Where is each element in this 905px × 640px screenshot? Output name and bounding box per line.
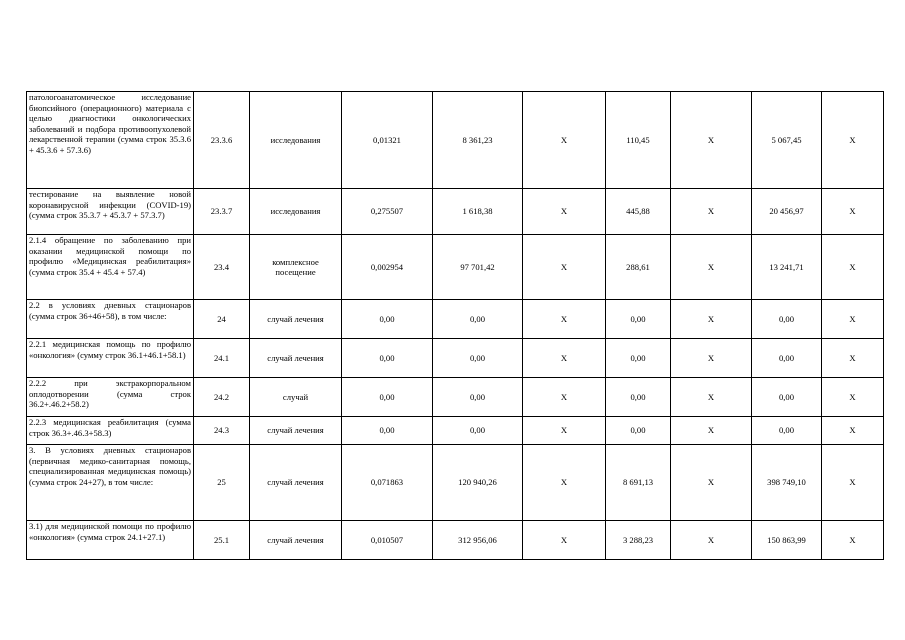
row-description: 2.2.3 медицинская реабилитация (сумма строк 36.3+.46.3+58.3) <box>27 417 194 445</box>
row-col7: 3 288,23 <box>606 521 671 560</box>
row-col7: 445,88 <box>606 189 671 235</box>
table-row <box>27 189 884 235</box>
table-row <box>27 521 884 560</box>
row-norm-value: 0,010507 <box>342 521 433 560</box>
row-col6: Х <box>523 417 606 445</box>
row-description: патологоанатомическое исследование биопсийного (операционного) материала с целью диагностики онкологических заболеваний и подбора противоопухолевой лекарственной терапии (сумма строк 35.3.6 + 45.3.6 + 57.3.6) <box>27 92 194 189</box>
table-row <box>27 339 884 378</box>
table-row <box>27 417 884 445</box>
row-col10: Х <box>822 189 884 235</box>
row-cost-value: 120 940,26 <box>433 445 523 521</box>
row-description: 2.2.1 медицинская помощь по профилю «онкология» (сумму строк 36.1+46.1+58.1) <box>27 339 194 378</box>
row-cost-value: 0,00 <box>433 378 523 417</box>
row-col9: 150 863,99 <box>752 521 822 560</box>
row-description: 3. В условиях дневных стационаров (первичная медико-санитарная помощь, специализированная медицинская помощь) (сумма строк 24+27), в том числе: <box>27 445 194 521</box>
table-row <box>27 235 884 300</box>
row-description: 3.1) для медицинской помощи по профилю «онкология» (сумма строк 24.1+27.1) <box>27 521 194 560</box>
row-code: 25.1 <box>194 521 250 560</box>
row-col6: Х <box>523 189 606 235</box>
row-col7: 8 691,13 <box>606 445 671 521</box>
row-col8: Х <box>671 417 752 445</box>
row-code: 24.2 <box>194 378 250 417</box>
row-col6: Х <box>523 339 606 378</box>
row-col10: Х <box>822 417 884 445</box>
row-unit: комплексное посещение <box>250 235 342 300</box>
row-code: 24.1 <box>194 339 250 378</box>
row-cost-value: 0,00 <box>433 339 523 378</box>
table-row <box>27 445 884 521</box>
row-col7: 110,45 <box>606 92 671 189</box>
row-unit: исследования <box>250 189 342 235</box>
row-col6: Х <box>523 445 606 521</box>
row-col8: Х <box>671 445 752 521</box>
row-description: тестирование на выявление новой коронавирусной инфекции (COVID-19) (сумма строк 35.3.7 + 45.3.7 + 57.3.7) <box>27 189 194 235</box>
row-col7: 288,61 <box>606 235 671 300</box>
row-col10: Х <box>822 445 884 521</box>
row-col10: Х <box>822 300 884 339</box>
table-row <box>27 92 884 189</box>
row-cost-value: 97 701,42 <box>433 235 523 300</box>
row-norm-value: 0,00 <box>342 378 433 417</box>
table-row <box>27 378 884 417</box>
row-col6: Х <box>523 300 606 339</box>
row-cost-value: 0,00 <box>433 300 523 339</box>
row-cost-value: 312 956,06 <box>433 521 523 560</box>
row-col7: 0,00 <box>606 300 671 339</box>
row-col9: 0,00 <box>752 417 822 445</box>
row-col7: 0,00 <box>606 378 671 417</box>
row-col6: Х <box>523 378 606 417</box>
row-col10: Х <box>822 235 884 300</box>
row-unit: случай <box>250 378 342 417</box>
row-norm-value: 0,071863 <box>342 445 433 521</box>
row-unit: случай лечения <box>250 521 342 560</box>
row-code: 23.4 <box>194 235 250 300</box>
table-row <box>27 300 884 339</box>
row-norm-value: 0,01321 <box>342 92 433 189</box>
document-page <box>26 91 884 560</box>
row-cost-value: 1 618,38 <box>433 189 523 235</box>
row-unit: случай лечения <box>250 445 342 521</box>
row-code: 23.3.7 <box>194 189 250 235</box>
row-code: 25 <box>194 445 250 521</box>
row-col10: Х <box>822 378 884 417</box>
row-description: 2.2 в условиях дневных стационаров (сумма строк 36+46+58), в том числе: <box>27 300 194 339</box>
row-col7: 0,00 <box>606 339 671 378</box>
row-col6: Х <box>523 235 606 300</box>
row-cost-value: 0,00 <box>433 417 523 445</box>
row-col8: Х <box>671 339 752 378</box>
row-unit: случай лечения <box>250 300 342 339</box>
row-norm-value: 0,275507 <box>342 189 433 235</box>
row-norm-value: 0,002954 <box>342 235 433 300</box>
row-col9: 20 456,97 <box>752 189 822 235</box>
row-description: 2.2.2 при экстракорпоральном оплодотворении (сумма строк 36.2+.46.2+58.2) <box>27 378 194 417</box>
row-code: 24.3 <box>194 417 250 445</box>
row-unit: исследования <box>250 92 342 189</box>
row-col8: Х <box>671 378 752 417</box>
row-col10: Х <box>822 92 884 189</box>
row-col9: 0,00 <box>752 378 822 417</box>
row-col8: Х <box>671 189 752 235</box>
row-col10: Х <box>822 339 884 378</box>
financing-table <box>26 91 884 560</box>
row-norm-value: 0,00 <box>342 300 433 339</box>
row-col8: Х <box>671 300 752 339</box>
row-cost-value: 8 361,23 <box>433 92 523 189</box>
row-unit: случай лечения <box>250 417 342 445</box>
row-code: 23.3.6 <box>194 92 250 189</box>
row-col9: 0,00 <box>752 300 822 339</box>
row-norm-value: 0,00 <box>342 339 433 378</box>
row-unit: случай лечения <box>250 339 342 378</box>
row-col8: Х <box>671 235 752 300</box>
row-col8: Х <box>671 92 752 189</box>
row-code: 24 <box>194 300 250 339</box>
row-col7: 0,00 <box>606 417 671 445</box>
row-norm-value: 0,00 <box>342 417 433 445</box>
row-col8: Х <box>671 521 752 560</box>
row-col6: Х <box>523 521 606 560</box>
row-col9: 398 749,10 <box>752 445 822 521</box>
row-col6: Х <box>523 92 606 189</box>
row-description: 2.1.4 обращение по заболеванию при оказании медицинской помощи по профилю «Медицинская реабилитация» (сумма строк 35.4 + 45.4 + 57.4) <box>27 235 194 300</box>
row-col9: 0,00 <box>752 339 822 378</box>
row-col9: 5 067,45 <box>752 92 822 189</box>
row-col10: Х <box>822 521 884 560</box>
row-col9: 13 241,71 <box>752 235 822 300</box>
